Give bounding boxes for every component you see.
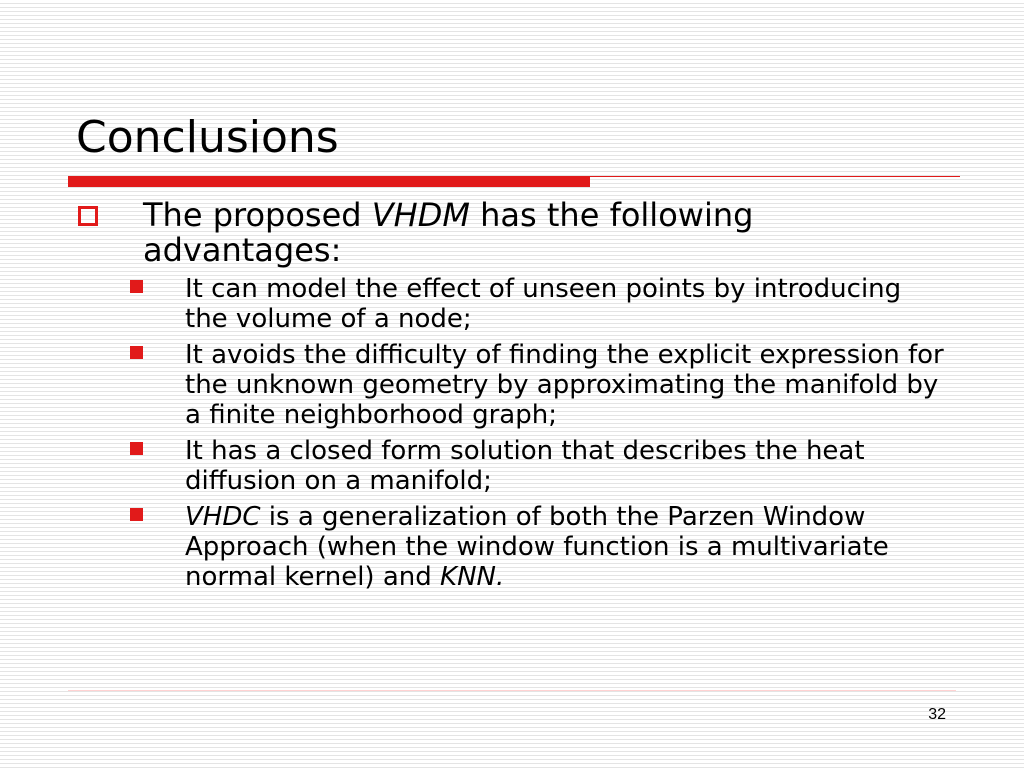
- main-bullet: [0, 198, 883, 268]
- filled-square-bullet-icon: [130, 442, 143, 455]
- sub-bullet-emphasis-end: KNN.: [440, 562, 505, 592]
- sub-bullet-list: [0, 274, 1024, 592]
- main-bullet-emphasis: VHDM: [371, 196, 470, 234]
- filled-square-bullet-icon: [130, 346, 143, 359]
- sub-bullet: [0, 502, 945, 592]
- sub-bullet-text: It can model the effect of unseen points by introducing the volume of a node;: [185, 274, 902, 334]
- sub-bullet-text: It avoids the difficulty of finding the explicit expression for the unknown geometry by approximating the manifold by a finite neighborhood graph;: [185, 340, 944, 430]
- hollow-square-bullet-icon: [78, 206, 98, 226]
- sub-bullet-emphasis-start: VHDC: [185, 502, 261, 532]
- main-bullet-prefix: The proposed: [143, 196, 372, 234]
- page-number: 32: [928, 706, 946, 723]
- slide-body: [0, 198, 1024, 598]
- main-bullet-suffix: has the following advantages:: [143, 196, 754, 269]
- footer-divider: [68, 690, 956, 691]
- slide-title: Conclusions: [76, 112, 339, 163]
- filled-square-bullet-icon: [130, 280, 143, 293]
- sub-bullet: [0, 274, 945, 334]
- title-underline-thin: [590, 176, 960, 177]
- title-underline-thick: [68, 176, 590, 187]
- filled-square-bullet-icon: [130, 508, 143, 521]
- sub-bullet: [0, 340, 945, 430]
- sub-bullet-text: is a generalization of both the Parzen Window Approach (when the window function is a multivariate normal kernel) and: [185, 502, 889, 592]
- sub-bullet: [0, 436, 945, 496]
- sub-bullet-text: It has a closed form solution that describes the heat diffusion on a manifold;: [185, 436, 865, 496]
